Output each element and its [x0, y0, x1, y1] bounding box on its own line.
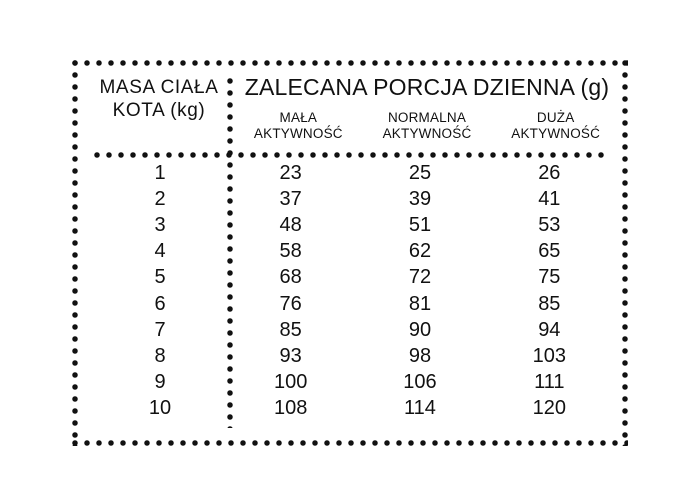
header-body-weight-line1: MASA CIAŁA	[99, 77, 219, 98]
header-column-normal-activity-line2: AKTYWNOŚĆ	[382, 126, 472, 142]
table-row	[94, 160, 614, 186]
header-column-high-activity	[491, 110, 620, 142]
table-row	[94, 291, 614, 317]
header-separator	[94, 152, 606, 158]
cell-low-activity: 93	[279, 344, 302, 367]
header-column-low-activity-line2: AKTYWNOŚĆ	[253, 126, 343, 142]
cell-normal-activity: 114	[404, 397, 436, 420]
header-column-normal-activity-line1: NORMALNA	[387, 110, 467, 125]
cell-normal-activity: 51	[408, 213, 432, 236]
table-row	[94, 396, 614, 422]
cell-high-activity: 120	[532, 397, 566, 420]
cell-low-activity: 23	[279, 161, 302, 184]
cell-normal-activity: 106	[403, 371, 437, 394]
cell-high-activity: 53	[538, 213, 561, 236]
table-row	[94, 186, 614, 212]
table-border-bottom	[72, 440, 628, 446]
cell-high-activity: 94	[538, 318, 561, 341]
cell-weight: 8	[154, 344, 166, 367]
cell-normal-activity: 62	[408, 240, 432, 263]
cell-high-activity: 41	[538, 187, 561, 210]
feeding-guide-table	[72, 60, 628, 446]
cell-low-activity: 100	[273, 371, 308, 394]
cell-high-activity: 85	[538, 292, 561, 315]
cell-low-activity: 68	[279, 266, 302, 289]
cell-low-activity: 48	[279, 213, 302, 236]
cell-weight: 2	[154, 187, 166, 210]
cell-weight: 4	[154, 240, 166, 263]
table-row	[94, 265, 614, 291]
cell-low-activity: 85	[279, 318, 302, 341]
cell-low-activity: 108	[273, 397, 308, 420]
header-body-weight-line2: KOTA (kg)	[112, 100, 206, 122]
cell-low-activity: 37	[279, 187, 302, 210]
header-column-high-activity-line2: AKTYWNOŚĆ	[511, 126, 601, 142]
cell-weight: 1	[154, 161, 166, 184]
table-row	[94, 239, 614, 265]
cell-weight: 3	[154, 213, 166, 236]
cell-normal-activity: 81	[408, 292, 432, 315]
header-column-low-activity	[234, 110, 363, 142]
cell-high-activity: 75	[538, 266, 561, 289]
header-main-title: ZALECANA PORCJA DZIENNA (g)	[244, 74, 610, 100]
table-row	[94, 212, 614, 238]
cell-high-activity: 65	[538, 240, 561, 263]
cell-normal-activity: 25	[408, 161, 432, 184]
cell-normal-activity: 39	[408, 187, 432, 210]
cell-high-activity: 103	[532, 344, 566, 367]
cell-normal-activity: 90	[408, 318, 432, 341]
table-body	[94, 160, 614, 432]
cell-low-activity: 76	[279, 292, 302, 315]
header-column-high-activity-line1: DUŻA	[536, 110, 575, 125]
table-row	[94, 343, 614, 369]
cell-high-activity: 111	[534, 371, 565, 394]
cell-weight: 5	[154, 266, 166, 289]
header-body-weight	[94, 76, 224, 122]
cell-weight: 6	[154, 292, 166, 315]
table-row	[94, 317, 614, 343]
cell-normal-activity: 72	[408, 266, 432, 289]
cell-weight: 10	[148, 397, 172, 420]
cell-high-activity: 26	[538, 161, 561, 184]
cell-weight: 7	[154, 318, 166, 341]
header-activity-columns	[234, 110, 620, 142]
table-header	[72, 60, 628, 152]
cell-normal-activity: 98	[408, 344, 432, 367]
cell-low-activity: 58	[279, 240, 302, 263]
table-row	[94, 370, 614, 396]
header-column-low-activity-line1: MAŁA	[279, 110, 318, 125]
cell-weight: 9	[154, 371, 166, 394]
header-column-normal-activity	[363, 110, 492, 142]
